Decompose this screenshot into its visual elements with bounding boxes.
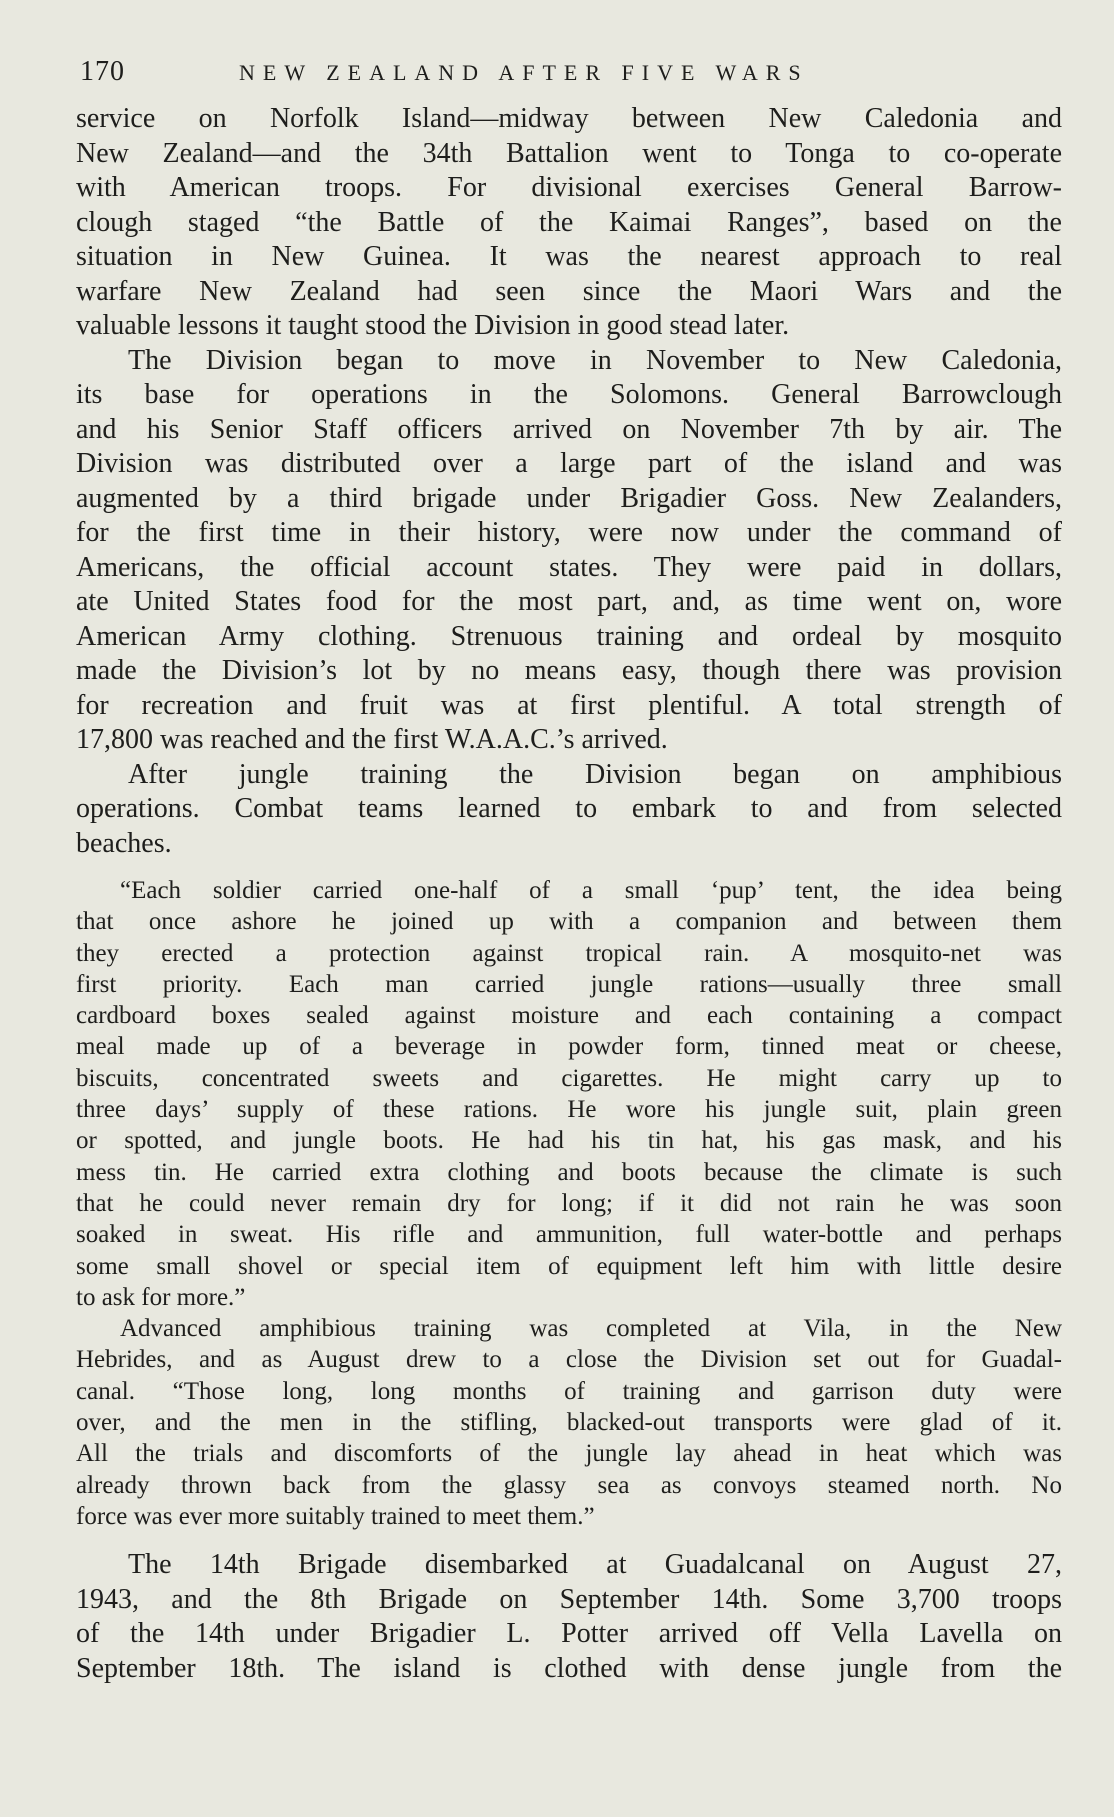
text-line: biscuits, concentrated sweets and cigarettes. He might carry up to bbox=[76, 1064, 1062, 1092]
text-line: ate United States food for the most part, and, as time went on, wore bbox=[76, 586, 1062, 617]
text-line: American Army clothing. Strenuous training and ordeal by mosquito bbox=[76, 620, 1062, 652]
text-line: September 18th. The island is clothed with dense jungle from the bbox=[76, 1652, 1062, 1684]
text-line: three days’ supply of these rations. He wore his jungle suit, plain green bbox=[76, 1096, 1062, 1124]
text-line: some small shovel or special item of equipment left him with little desire bbox=[76, 1252, 1062, 1280]
text-line: for the first time in their history, were now under the command of bbox=[76, 517, 1062, 548]
text-line: over, and the men in the stifling, blacked-out transports were glad of it. bbox=[76, 1409, 1062, 1437]
running-title: NEW ZEALAND AFTER FIVE WARS bbox=[239, 60, 809, 85]
text-line: for recreation and fruit was at first plentiful. A total strength of bbox=[76, 689, 1062, 721]
text-line: “Each soldier carried one-half of a small ‘pup’ tent, the idea being bbox=[120, 877, 1062, 904]
text-line: mess tin. He carried extra clothing and boots because the climate is such bbox=[76, 1158, 1062, 1186]
text-line: made the Division’s lot by no means easy, though there was provision bbox=[76, 655, 1062, 686]
paragraph bbox=[76, 344, 1062, 758]
text-line: they erected a protection against tropical rain. A mosquito-net was bbox=[76, 939, 1062, 967]
paragraph bbox=[76, 102, 1062, 344]
running-head bbox=[76, 56, 1062, 96]
text-line: Advanced amphibious training was completed at Vila, in the New bbox=[120, 1315, 1062, 1343]
text-line: cardboard boxes sealed against moisture and each containing a compact bbox=[76, 1002, 1062, 1030]
text-line: Hebrides, and as August drew to a close the Division set out for Guadal- bbox=[76, 1346, 1062, 1374]
text-line: that once ashore he joined up with a companion and between them bbox=[76, 908, 1062, 936]
text-line: that he could never remain dry for long; if it did not rain he was soon bbox=[76, 1189, 1062, 1217]
text-line: or spotted, and jungle boots. He had his tin hat, his gas mask, and his bbox=[76, 1127, 1062, 1155]
text-line: service on Norfolk Island—midway between New Caledonia and bbox=[76, 103, 1062, 134]
block-quote bbox=[76, 875, 1062, 1532]
paragraph bbox=[76, 758, 1062, 862]
text-line: already thrown back from the glassy sea as convoys steamed north. No bbox=[76, 1471, 1062, 1499]
text-line: warfare New Zealand had seen since the Maori Wars and the bbox=[76, 275, 1062, 307]
text-line: to ask for more.” bbox=[76, 1283, 246, 1311]
text-line: meal made up of a beverage in powder form, tinned meat or cheese, bbox=[76, 1033, 1062, 1061]
body-text bbox=[76, 102, 1062, 861]
text-line: canal. “Those long, long months of training and garrison duty were bbox=[76, 1377, 1062, 1405]
text-line: The 14th Brigade disembarked at Guadalcanal on August 27, bbox=[128, 1549, 1062, 1581]
page-content bbox=[76, 56, 1062, 1686]
text-line: operations. Combat teams learned to embark to and from selected bbox=[76, 793, 1062, 824]
text-line: After jungle training the Division began on amphibious bbox=[128, 758, 1062, 790]
text-line: clough staged “the Battle of the Kaimai Ranges”, based on the bbox=[76, 206, 1062, 238]
text-line: All the trials and discomforts of the jungle lay ahead in heat which was bbox=[76, 1440, 1062, 1468]
text-line: 17,800 was reached and the first W.A.A.C.’s arrived. bbox=[76, 724, 668, 755]
text-line: force was ever more suitably trained to meet them.” bbox=[76, 1502, 595, 1530]
text-line: its base for operations in the Solomons. General Barrowclough bbox=[76, 379, 1062, 410]
text-line: first priority. Each man carried jungle rations—usually three small bbox=[76, 970, 1062, 998]
closing-paragraph bbox=[76, 1548, 1062, 1686]
text-line: valuable lessons it taught stood the Division in good stead later. bbox=[76, 310, 790, 341]
text-line: Americans, the official account states. They were paid in dollars, bbox=[76, 551, 1062, 583]
text-line: situation in New Guinea. It was the nearest approach to real bbox=[76, 241, 1062, 272]
text-line: New Zealand—and the 34th Battalion went to Tonga to co-operate bbox=[76, 137, 1062, 169]
text-line: 1943, and the 8th Brigade on September 14th. Some 3,700 troops bbox=[76, 1583, 1062, 1615]
quote-paragraph bbox=[76, 875, 1062, 1313]
text-line: beaches. bbox=[76, 827, 172, 859]
text-line: augmented by a third brigade under Brigadier Goss. New Zealanders, bbox=[76, 482, 1062, 514]
quote-paragraph bbox=[76, 1313, 1062, 1532]
text-line: with American troops. For divisional exercises General Barrow- bbox=[76, 172, 1062, 203]
text-line: and his Senior Staff officers arrived on November 7th by air. The bbox=[76, 413, 1062, 445]
text-line: The Division began to move in November to New Caledonia, bbox=[128, 344, 1062, 376]
text-line: Division was distributed over a large part of the island and was bbox=[76, 448, 1062, 479]
text-line: of the 14th under Brigadier L. Potter arrived off Vella Lavella on bbox=[76, 1618, 1062, 1650]
text-line: soaked in sweat. His rifle and ammunition, full water-bottle and perhaps bbox=[76, 1221, 1062, 1249]
page-number: 170 bbox=[80, 56, 125, 87]
